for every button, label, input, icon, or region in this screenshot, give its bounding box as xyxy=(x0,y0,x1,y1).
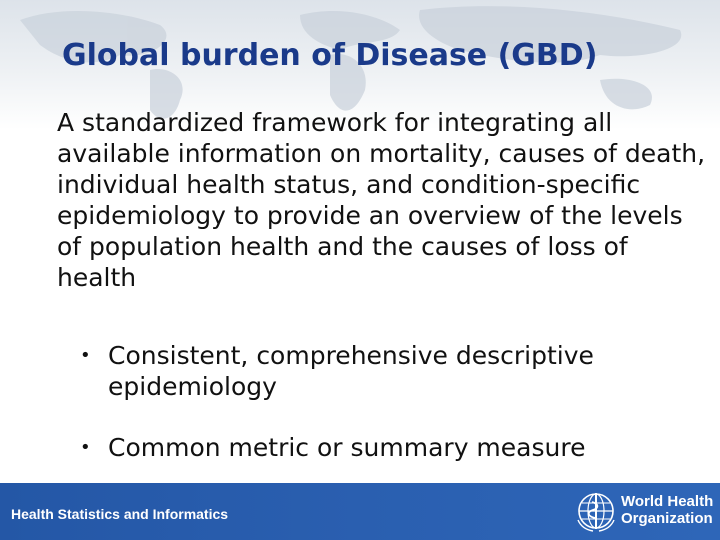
bullet-item xyxy=(80,432,680,463)
bullet-text: Common metric or summary measure xyxy=(108,433,586,462)
who-emblem-icon xyxy=(575,490,617,536)
bullet-list xyxy=(80,340,680,493)
who-name-line2: Organization xyxy=(621,510,713,527)
intro-paragraph: A standardized framework for integrating all available information on mortality, causes of death, individual health status, and condition-specific epidemiology to provide an overview of the levels of population health and the causes of loss of health xyxy=(57,108,706,292)
who-organization-name xyxy=(621,493,713,527)
bullet-glyph: • xyxy=(80,437,91,458)
slide-title: Global burden of Disease (GBD) xyxy=(62,38,598,73)
bullet-text: Consistent, comprehensive descriptive epidemiology xyxy=(108,341,594,401)
footer-department-text: Health Statistics and Informatics xyxy=(11,506,229,522)
bullet-item xyxy=(80,340,680,402)
bullet-glyph: • xyxy=(80,345,91,366)
footer-bar xyxy=(0,483,720,540)
who-name-line1: World Health xyxy=(621,493,714,510)
